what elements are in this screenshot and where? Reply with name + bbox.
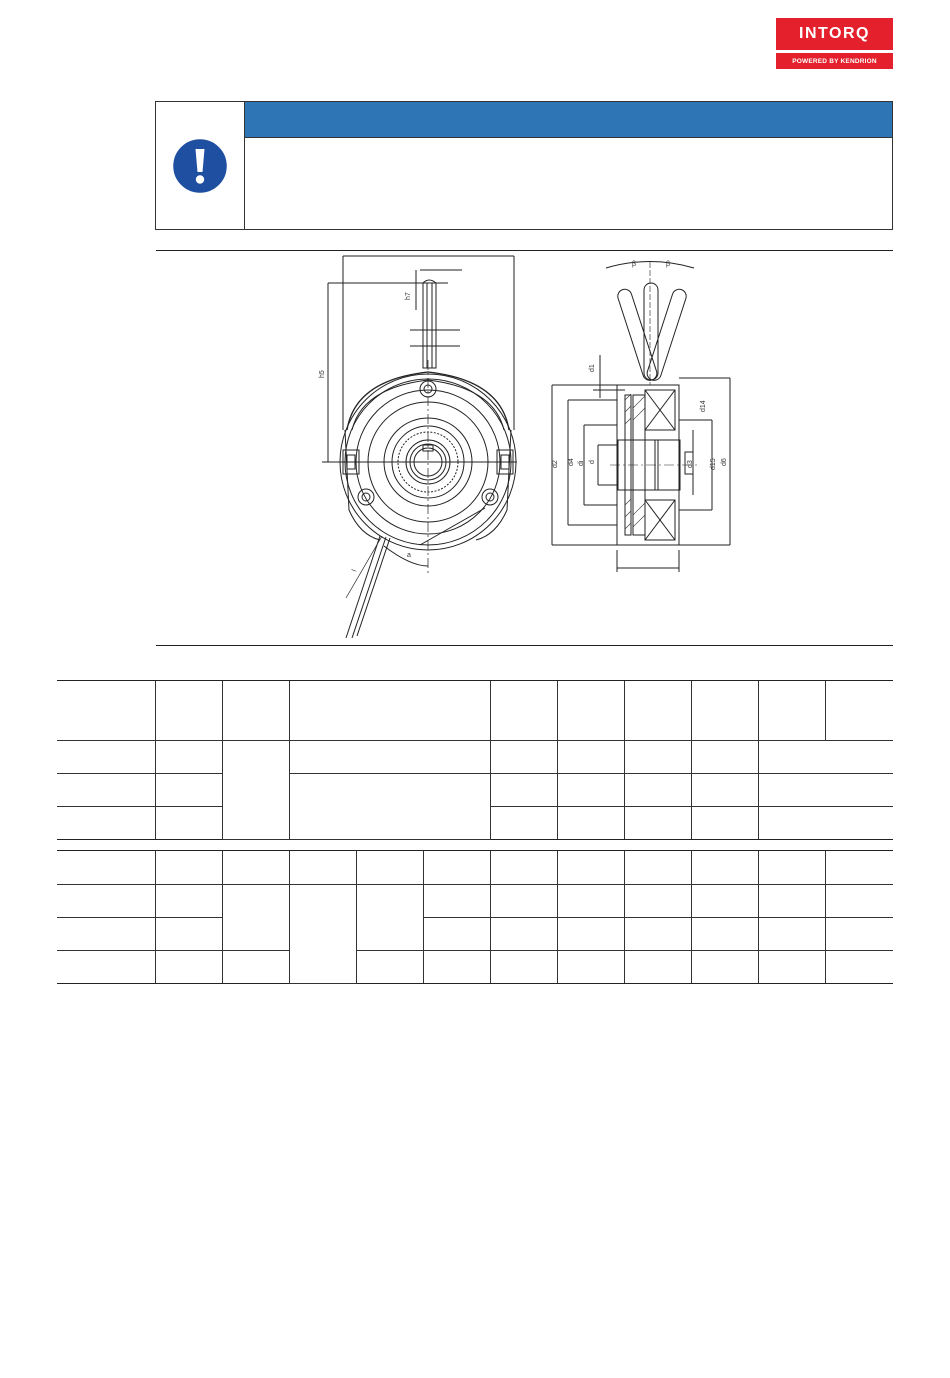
table-cell bbox=[490, 774, 557, 807]
table-cell bbox=[557, 918, 624, 951]
dim-label-a: a bbox=[407, 552, 411, 559]
table-cell bbox=[557, 741, 624, 774]
table-cell bbox=[423, 918, 490, 951]
table-cell bbox=[624, 885, 691, 918]
table-cell bbox=[57, 681, 155, 741]
table-cell bbox=[222, 741, 289, 840]
table-row bbox=[57, 885, 893, 918]
table-cell bbox=[356, 851, 423, 885]
notice-body bbox=[245, 138, 892, 229]
table-cell bbox=[758, 885, 825, 918]
table-cell bbox=[691, 951, 758, 984]
table-cell bbox=[155, 851, 222, 885]
brand-logo bbox=[776, 18, 893, 69]
table-cell bbox=[289, 741, 490, 774]
table-cell bbox=[691, 681, 758, 741]
table-cell bbox=[490, 951, 557, 984]
table-cell bbox=[825, 885, 893, 918]
table-cell bbox=[57, 885, 155, 918]
table-cell bbox=[222, 681, 289, 741]
table-cell bbox=[624, 681, 691, 741]
table-cell bbox=[557, 851, 624, 885]
notice-box bbox=[155, 101, 893, 230]
table-cell bbox=[557, 681, 624, 741]
table-cell bbox=[758, 851, 825, 885]
table-cell bbox=[490, 807, 557, 840]
dim-label-d6: d6 bbox=[721, 458, 728, 466]
table-cell bbox=[557, 885, 624, 918]
table-cell bbox=[624, 741, 691, 774]
table-cell bbox=[423, 885, 490, 918]
table-cell bbox=[825, 851, 893, 885]
table-cell bbox=[624, 807, 691, 840]
table-cell bbox=[222, 851, 289, 885]
table-cell bbox=[423, 951, 490, 984]
dim-label-h5: h5 bbox=[319, 370, 326, 378]
table-cell bbox=[557, 774, 624, 807]
table-cell bbox=[490, 885, 557, 918]
table-cell bbox=[825, 681, 893, 741]
dim-label-beta-left: β bbox=[632, 261, 637, 268]
notice-icon-cell bbox=[156, 102, 245, 229]
table-cell bbox=[289, 681, 490, 741]
table-cell bbox=[624, 851, 691, 885]
dim-label-h7: h7 bbox=[405, 292, 412, 300]
dim-label-di: di bbox=[578, 460, 585, 466]
table-cell bbox=[557, 807, 624, 840]
table-cell bbox=[691, 741, 758, 774]
table-cell bbox=[758, 741, 893, 774]
dim-label-d1: d1 bbox=[589, 364, 596, 372]
table-cell bbox=[155, 951, 222, 984]
table-cell bbox=[222, 951, 289, 984]
table-cell bbox=[490, 918, 557, 951]
table-cell bbox=[356, 951, 423, 984]
table-cell bbox=[691, 774, 758, 807]
table-row bbox=[57, 774, 893, 807]
spec-table-2 bbox=[57, 850, 893, 984]
dim-label-d: d bbox=[589, 460, 596, 464]
dim-label-d15: d15 bbox=[710, 458, 717, 470]
table-cell bbox=[624, 951, 691, 984]
table-cell bbox=[825, 918, 893, 951]
technical-drawing bbox=[300, 252, 760, 644]
table-cell bbox=[155, 774, 222, 807]
exclamation-icon bbox=[171, 137, 229, 195]
table-cell bbox=[289, 774, 490, 840]
table-cell bbox=[691, 918, 758, 951]
table-cell bbox=[624, 918, 691, 951]
table-cell bbox=[691, 885, 758, 918]
drawing-top-rule bbox=[156, 250, 893, 251]
table-cell bbox=[490, 681, 557, 741]
table-cell bbox=[155, 741, 222, 774]
table-cell bbox=[624, 774, 691, 807]
table-cell bbox=[691, 851, 758, 885]
table-cell bbox=[155, 918, 222, 951]
dim-label-d14: d14 bbox=[700, 400, 707, 412]
table-row bbox=[57, 681, 893, 741]
drawing-bottom-rule bbox=[156, 645, 893, 646]
table-row bbox=[57, 851, 893, 885]
table-cell bbox=[155, 807, 222, 840]
table-cell bbox=[758, 681, 825, 741]
dim-label-d4: d4 bbox=[568, 458, 575, 466]
table-cell bbox=[57, 774, 155, 807]
table-cell bbox=[222, 885, 289, 951]
table-cell bbox=[57, 807, 155, 840]
table-cell bbox=[289, 851, 356, 885]
table-cell bbox=[758, 918, 825, 951]
table-row bbox=[57, 951, 893, 984]
logo-tagline-bar bbox=[776, 53, 893, 69]
table-cell bbox=[57, 741, 155, 774]
table-cell bbox=[57, 951, 155, 984]
table-cell bbox=[356, 885, 423, 951]
table-row bbox=[57, 918, 893, 951]
table-cell bbox=[758, 807, 893, 840]
notice-header-bar bbox=[245, 102, 892, 138]
logo-tagline: POWERED BY KENDRION bbox=[792, 57, 877, 65]
logo-wordmark-bar bbox=[776, 18, 893, 50]
table-cell bbox=[57, 918, 155, 951]
table-cell bbox=[155, 681, 222, 741]
dim-label-d2: d2 bbox=[552, 460, 559, 468]
table-cell bbox=[490, 741, 557, 774]
dim-label-d3: d3 bbox=[687, 460, 694, 468]
table-cell bbox=[490, 851, 557, 885]
table-cell bbox=[289, 885, 356, 984]
table-cell bbox=[557, 951, 624, 984]
table-cell bbox=[825, 951, 893, 984]
table-cell bbox=[691, 807, 758, 840]
dim-label-l: l bbox=[351, 568, 359, 573]
table-cell bbox=[57, 851, 155, 885]
table-cell bbox=[423, 851, 490, 885]
logo-wordmark: INTORQ bbox=[799, 25, 870, 42]
table-cell bbox=[155, 885, 222, 918]
spec-table-1 bbox=[57, 680, 893, 840]
table-row bbox=[57, 741, 893, 774]
table-cell bbox=[758, 951, 825, 984]
table-cell bbox=[758, 774, 893, 807]
dim-label-beta-right: β bbox=[666, 261, 671, 268]
